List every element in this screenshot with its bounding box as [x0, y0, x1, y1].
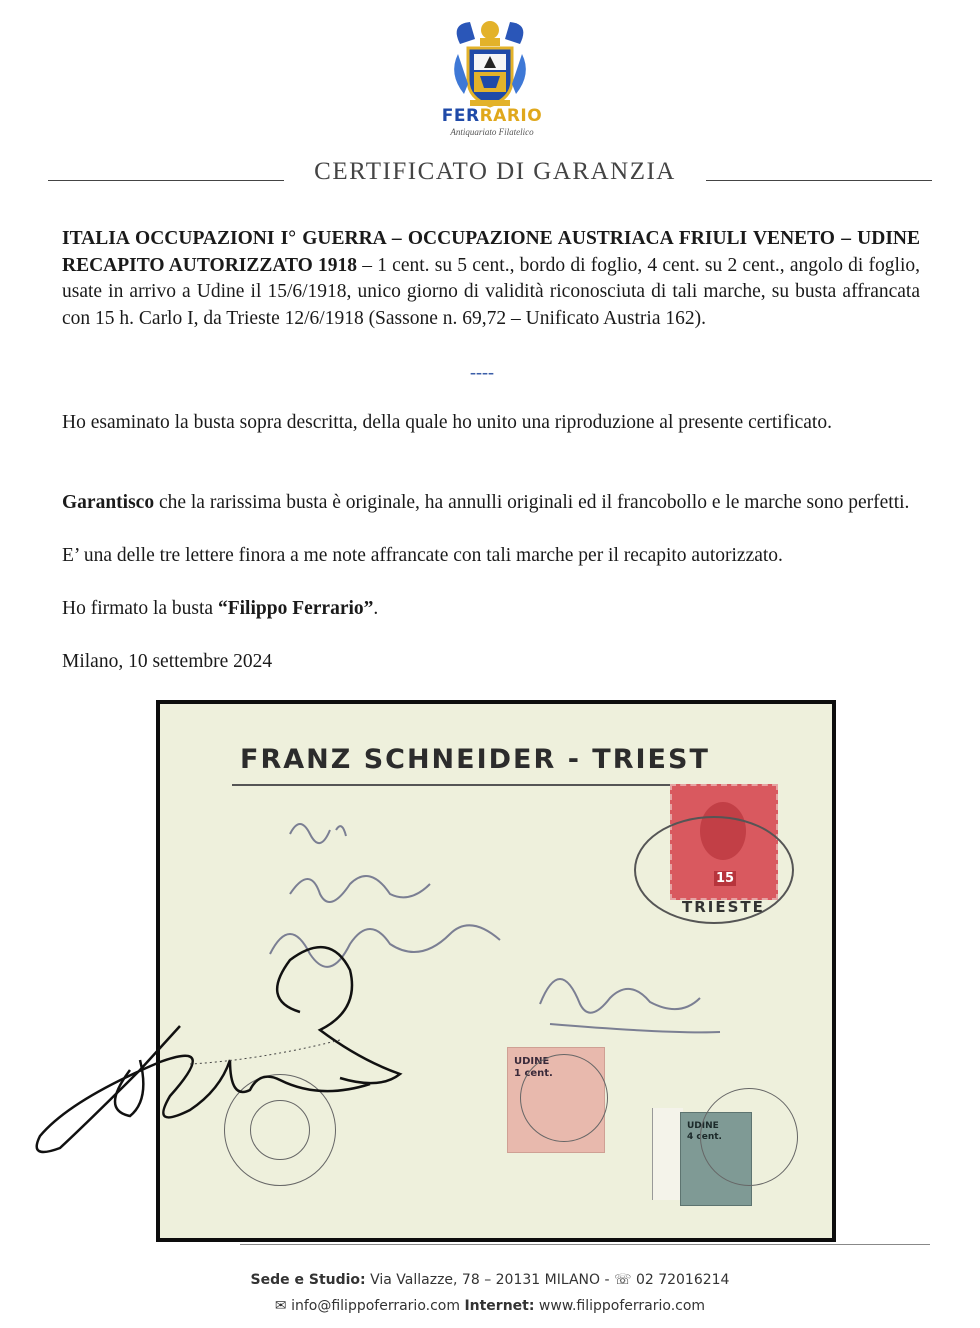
page-title: CERTIFICATO DI GARANZIA [314, 158, 676, 185]
guarantee-paragraph [62, 490, 920, 517]
footer-rule [240, 1244, 930, 1245]
intro-rest: – 1 cent. su 5 cent., bordo di foglio, 4 cent. su 2 cent., angolo di foglio, usate in arrivo a Udine il 15/6/1918, unico giorno di validità riconosciuta di tali marche, su busta affrancata con 15 h. Carlo I, da Trieste 12/6/1918 (Sassone n. 69,72 – Unificato Austria 162). [62, 254, 920, 329]
footer-address-text: Via Vallazze, 78 – 20131 MILANO - ☏ 02 72016214 [365, 1272, 730, 1288]
footer-url[interactable]: www.filippoferrario.com [534, 1298, 706, 1314]
rarity-paragraph: E’ una delle tre lettere finora a me note affrancate con tali marche per il recapito autorizzato. [62, 545, 783, 566]
intro-bold: ITALIA OCCUPAZIONI I° GUERRA – OCCUPAZIONE AUSTRIACA FRIULI VENETO – UDINE RECAPITO AUTORIZZATO 1918 [62, 228, 920, 276]
footer-address [0, 1272, 980, 1288]
title-rule-right [706, 180, 932, 181]
handwritten-address [160, 704, 836, 1242]
footer-contact [0, 1298, 980, 1314]
title-rule-left [48, 180, 284, 181]
footer-email[interactable]: ✉ info@filippoferrario.com [274, 1298, 460, 1314]
footer-address-label: Sede e Studio: [250, 1272, 366, 1288]
brand-subtitle: Antiquariato Filatelico [450, 127, 534, 137]
envelope-sender: FRANZ SCHNEIDER - TRIEST [240, 744, 710, 775]
separator: ---- [470, 362, 494, 382]
place-date: Milano, 10 settembre 2024 [62, 651, 273, 672]
signed-bold: “Filippo Ferrario” [217, 598, 374, 619]
signed-suffix: . [373, 598, 379, 619]
stamp-value: 15 [716, 871, 735, 886]
postmark-city: TRIESTE [682, 898, 765, 916]
brand-name: FERRARIO [441, 106, 543, 126]
overprint-text-1cent: UDINE 1 cent. [514, 1056, 553, 1079]
footer-internet-label: Internet: [464, 1298, 535, 1314]
intro-paragraph [62, 226, 920, 332]
exam-paragraph: Ho esaminato la busta sopra descritta, della quale ho unito una riproduzione al presente certificato. [62, 412, 832, 433]
guarantee-rest: che la rarissima busta è originale, ha annulli originali ed il francobollo e le marche sono perfetti. [154, 492, 910, 513]
signed-prefix: Ho firmato la busta [62, 598, 218, 619]
signed-paragraph [62, 596, 920, 623]
overprint-text-4cent: UDINE 4 cent. [687, 1121, 722, 1142]
envelope-image [156, 700, 836, 1242]
guarantee-bold: Garantisco [62, 492, 155, 513]
